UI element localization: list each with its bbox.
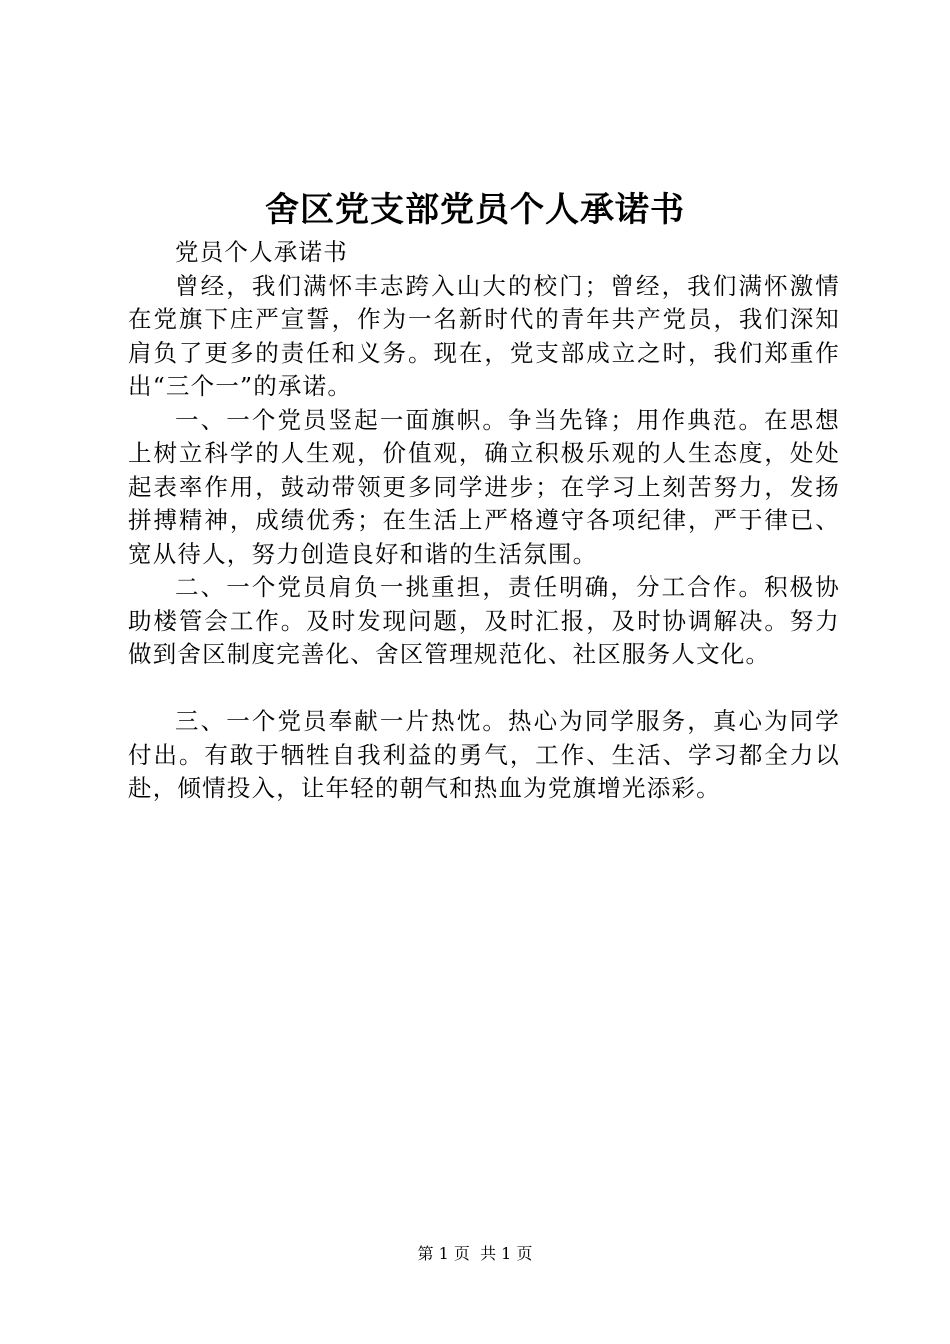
paragraph-three: 三、一个党员奉献一片热忱。热心为同学服务，真心为同学付出。有敢于牺牲自我利益的勇气，工作、生活、学习都全力以赴，倾情投入，让年轻的朝气和热血为党旗增光添彩。 xyxy=(128,707,840,802)
document-title: 舍区党支部党员个人承诺书 xyxy=(265,190,685,230)
subtitle-line: 党员个人承诺书 xyxy=(175,238,348,266)
paragraph-spacer xyxy=(128,672,840,706)
page-footer xyxy=(0,1243,950,1265)
page-number-label: 第 1 页 共 1 页 xyxy=(417,1244,533,1263)
document-body xyxy=(128,236,840,806)
paragraph-intro: 曾经，我们满怀丰志跨入山大的校门；曾经，我们满怀激情在党旗下庄严宣誓，作为一名新时代的青年共产党员，我们深知肩负了更多的责任和义务。现在，党支部成立之时，我们郑重作出“三个一”的承诺。 xyxy=(128,271,840,400)
paragraph-one: 一、一个党员竖起一面旗帜。争当先锋；用作典范。在思想上树立科学的人生观，价值观，确立积极乐观的人生态度，处处起表率作用，鼓动带领更多同学进步；在学习上刻苦努力，发扬拼搏精神，成绩优秀；在生活上严格遵守各项纪律，严于律已、宽从待人，努力创造良好和谐的生活氛围。 xyxy=(128,405,840,568)
paragraph-two: 二、一个党员肩负一挑重担，责任明确，分工合作。积极协助楼管会工作。及时发现问题，及时汇报，及时协调解决。努力做到舍区制度完善化、舍区管理规范化、社区服务人文化。 xyxy=(128,573,840,668)
